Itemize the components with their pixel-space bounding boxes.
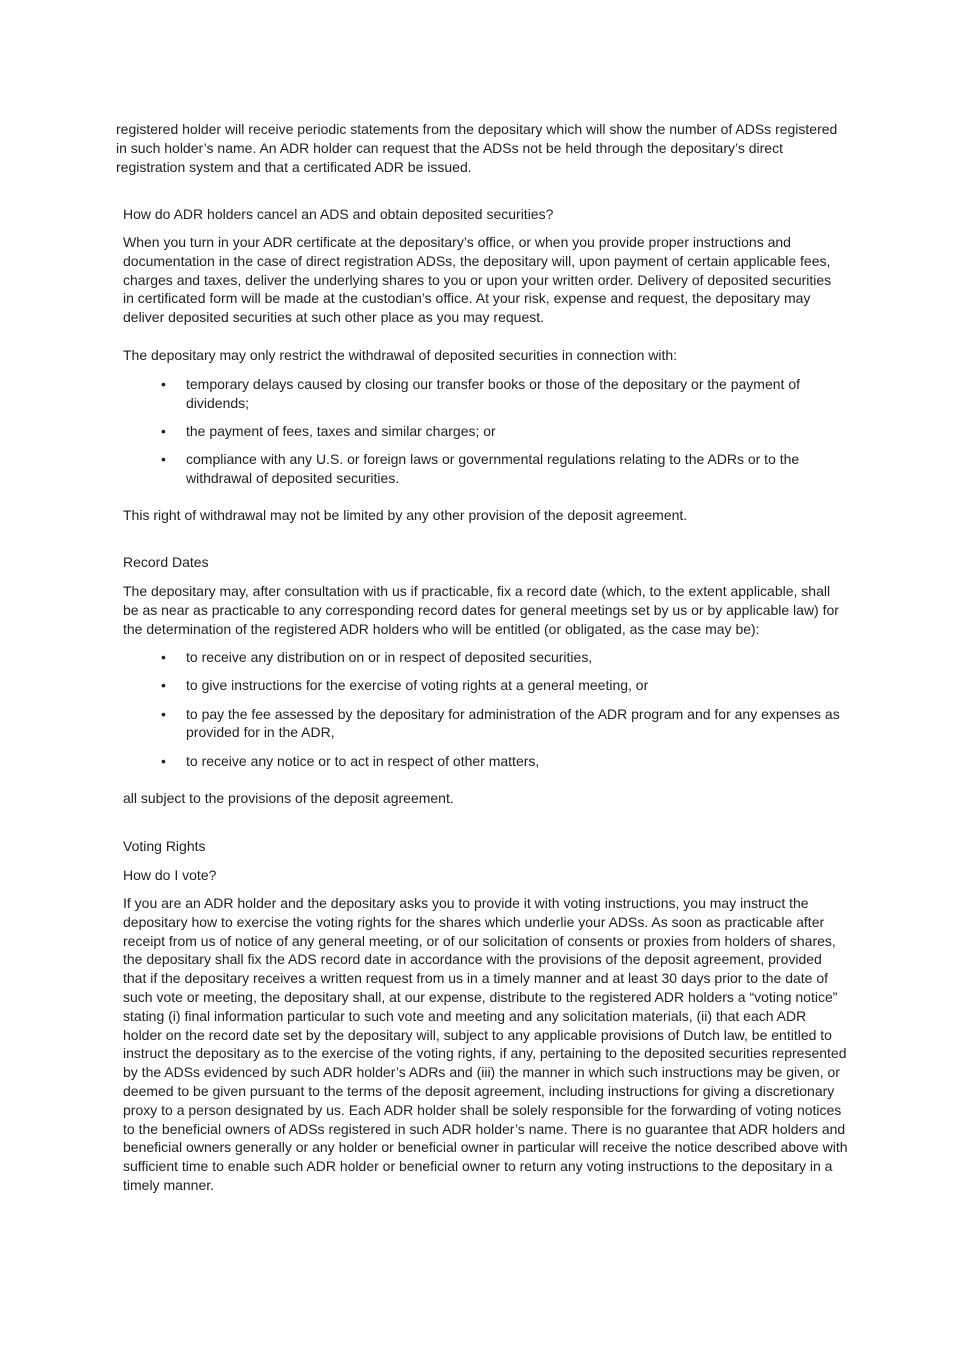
intro-paragraph: registered holder will receive periodic statements from the depositary which will show the number of ADSs registered in such holder’s name. An ADR holder can request that the ADSs not be held through the depositary’s direct registration system and that a certificated ADR be issued.: [116, 121, 838, 175]
bullet-icon: •: [161, 649, 166, 665]
list-item-text: temporary delays caused by closing our transfer books or those of the depositary or the payment of dividends;: [186, 376, 800, 411]
list-item-text: compliance with any U.S. or foreign laws or governmental regulations relating to the ADRs or to the withdrawal of deposited securities.: [186, 451, 800, 487]
withdrawal-restriction-list: [123, 375, 843, 497]
record-dates-paragraph: The depositary may, after consultation with us if practicable, fix a record date (which, to the extent applicable, shall be as near as practicable to any corresponding record dates for general meetings set by us or by applicable law) for the determination of the registered ADR holders who will be entitled (or obligated, as the case may be):: [123, 583, 839, 637]
section-heading-record-dates: Record Dates: [123, 554, 209, 570]
list-item-text: to give instructions for the exercise of voting rights at a general meeting, or: [186, 677, 649, 694]
section-heading-cancel-ads: How do ADR holders cancel an ADS and obtain deposited securities?: [123, 206, 554, 222]
subheading-how-do-i-vote: How do I vote?: [123, 867, 217, 883]
voting-paragraph: If you are an ADR holder and the depositary asks you to provide it with voting instructions, you may instruct the depositary how to exercise the voting rights for the shares which underlie your ADSs. As soon as practicable after receipt from us of notice of any general meeting, or of our solicitation of consents or proxies from holders of shares, the depositary shall fix the ADS record date in accordance with the provisions of the deposit agreement, provided that if the depositary receives a written request from us in a timely manner and at least 30 days prior to the date of such vote or meeting, the depositary shall, at our expense, distribute to the registered ADR holders a “voting notice” stating (i) final information particular to such vote and meeting and any solicitation materials, (ii) that each ADR holder on the record date set by the depositary will, subject to any applicable provisions of Dutch law, be entitled to instruct the depositary as to the exercise of the voting rights, if any, pertaining to the deposited securities represented by the ADSs evidenced by such ADR holder’s ADRs and (iii) the manner in which such instructions may be given, or deemed to be given pursuant to the terms of the deposit agreement, including instructions for giving a discretionary proxy to a person designated by us. Each ADR holder shall be solely responsible for the forwarding of voting notices to the beneficial owners of ADSs registered in such ADR holder’s name. There is no guarantee that ADR holders and beneficial owners generally or any holder or beneficial owner in particular will receive the notice described above with sufficient time to enable such ADR holder or beneficial owner to return any voting instructions to the depositary in a timely manner.: [123, 895, 848, 1193]
bullet-icon: •: [161, 376, 166, 392]
list-item: [123, 752, 848, 771]
list-item: [123, 422, 843, 441]
bullet-icon: •: [161, 451, 166, 468]
withdrawal-right-paragraph: This right of withdrawal may not be limited by any other provision of the deposit agreement.: [123, 507, 688, 523]
withdrawal-restriction-intro: The depositary may only restrict the withdrawal of deposited securities in connection with:: [123, 347, 678, 363]
cancel-ads-paragraph: When you turn in your ADR certificate at the depositary’s office, or when you provide proper instructions and documentation in the case of direct registration ADSs, the depositary will, upon payment of certain applicable fees, charges and taxes, deliver the underlying shares to you or upon your written order. Delivery of deposited securities in certificated form will be made at the custodian’s office. At your risk, expense and request, the depositary may deliver deposited securities at such other place as you may request.: [123, 234, 832, 326]
record-dates-closing: all subject to the provisions of the deposit agreement.: [123, 790, 454, 806]
bullet-icon: •: [161, 423, 166, 440]
list-item: [123, 676, 848, 695]
list-item-text: to receive any notice or to act in respect of other matters,: [186, 752, 540, 769]
list-item: [123, 705, 848, 743]
list-item-text: the payment of fees, taxes and similar charges; or: [186, 423, 496, 440]
bullet-icon: •: [161, 677, 166, 694]
section-heading-voting-rights: Voting Rights: [123, 838, 206, 854]
list-item: [123, 450, 843, 488]
list-item-text: to receive any distribution on or in respect of deposited securities,: [186, 649, 593, 665]
bullet-icon: •: [161, 752, 166, 769]
list-item: [123, 375, 843, 413]
record-dates-list: [123, 648, 848, 780]
list-item: [123, 648, 848, 667]
bullet-icon: •: [161, 705, 166, 722]
list-item-text: to pay the fee assessed by the depositary for administration of the ADR program and for any expenses as provided for in the ADR,: [186, 705, 840, 741]
